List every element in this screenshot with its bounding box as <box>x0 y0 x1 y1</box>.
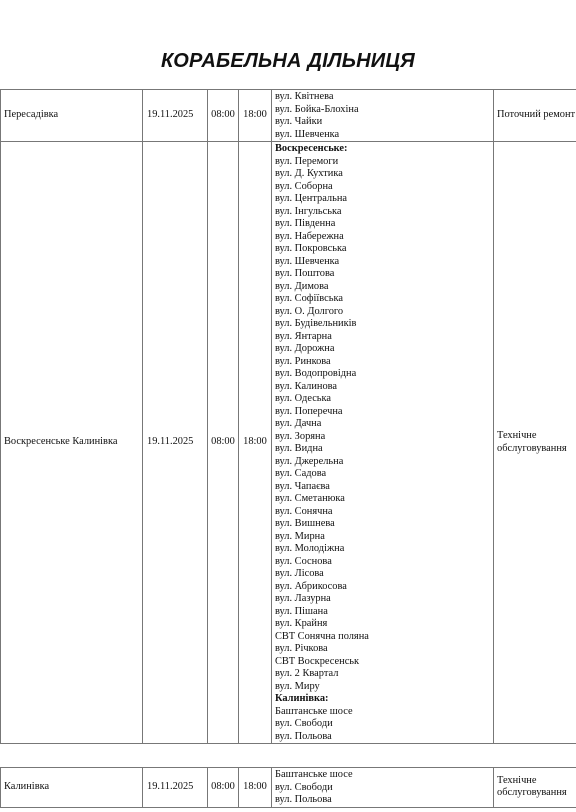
streets-cell <box>272 90 494 142</box>
street-item: вул. Центральна <box>275 193 348 204</box>
street-item: вул. Софіївська <box>275 293 343 304</box>
street-item: вул. Свободи <box>275 718 333 729</box>
street-item: Баштанське шосе <box>275 705 353 717</box>
page-title: КОРАБЕЛЬНА ДІЛЬНИЦЯ <box>161 50 415 72</box>
street-item: вул. Зоряна <box>275 430 326 442</box>
settlement-heading: Калинівка: <box>275 693 329 704</box>
street-item: вул. Мирна <box>275 530 325 542</box>
street-item: вул. Дачна <box>275 418 322 429</box>
table-row <box>1 768 576 808</box>
outage-table-continued <box>0 767 576 808</box>
street-item: вул. Калинова <box>275 380 338 392</box>
street-item: вул. Водопровідна <box>275 368 357 379</box>
start-time-cell: 08:00 <box>208 768 239 808</box>
start-time-cell: 08:00 <box>208 142 239 744</box>
street-item: вул. Янтарна <box>275 330 332 342</box>
date-cell: 19.11.2025 <box>143 90 208 142</box>
settlement-heading: Воскресенське: <box>275 143 348 154</box>
street-item: вул. Квітнева <box>275 91 334 102</box>
street-item: вул. Молодіжна <box>275 543 345 554</box>
street-item: вул. Д. Кухтика <box>275 168 343 179</box>
end-time-cell: 18:00 <box>239 142 272 744</box>
street-item: вул. 2 Квартал <box>275 668 339 679</box>
street-item: СВТ Сонячна поляна <box>275 630 369 642</box>
street-item: вул. Джерельна <box>275 455 344 467</box>
street-item: вул. Вишнева <box>275 518 335 529</box>
street-item: вул. Шевченка <box>275 255 340 267</box>
date-cell: 19.11.2025 <box>143 768 208 808</box>
street-item: вул. Миру <box>275 680 320 692</box>
street-item: вул. Лісова <box>275 568 324 579</box>
street-item: вул. Одеська <box>275 393 332 404</box>
street-item: вул. Чапаєва <box>275 480 330 492</box>
street-item: вул. Абрикосова <box>275 580 347 592</box>
street-item: вул. Інгульська <box>275 205 342 217</box>
street-item: вул. Поштова <box>275 268 335 279</box>
table-row <box>1 142 576 744</box>
streets-cell <box>272 142 494 744</box>
street-item: вул. Соборна <box>275 180 333 192</box>
street-item: вул. Набережна <box>275 230 344 242</box>
street-item: вул. Річкова <box>275 643 328 654</box>
street-item: вул. Південна <box>275 218 336 229</box>
street-item: вул. Чайки <box>275 116 323 127</box>
street-item: вул. Перемоги <box>275 155 339 167</box>
street-item: вул. Польова <box>275 794 332 805</box>
street-item: вул. Поперечна <box>275 405 343 417</box>
street-item: вул. Дорожна <box>275 343 335 354</box>
street-item: вул. Соснова <box>275 555 332 567</box>
end-time-cell: 18:00 <box>239 90 272 142</box>
street-item: вул. Бойка-Блохіна <box>275 103 359 115</box>
street-item: вул. Димова <box>275 280 329 292</box>
location-cell: Воскресенське Калинівка <box>1 142 143 744</box>
street-item: вул. Ринкова <box>275 355 331 367</box>
date-cell: 19.11.2025 <box>143 142 208 744</box>
street-item: вул. Сметанюка <box>275 493 345 504</box>
street-item: вул. Покровська <box>275 243 347 254</box>
outage-table <box>0 89 576 744</box>
street-item: вул. Пішана <box>275 605 328 617</box>
work-type-cell: Поточний ремонт <box>494 90 576 142</box>
street-item: вул. Будівельників <box>275 318 357 329</box>
end-time-cell: 18:00 <box>239 768 272 808</box>
street-item: вул. Лазурна <box>275 593 331 604</box>
street-item: Баштанське шосе <box>275 769 353 780</box>
street-item: вул. Свободи <box>275 781 333 793</box>
table-row <box>1 90 576 142</box>
street-item: вул. Видна <box>275 443 323 454</box>
street-item: вул. Садова <box>275 468 327 479</box>
streets-cell <box>272 768 494 808</box>
street-item: вул. Сонячна <box>275 505 333 517</box>
street-item: СВТ Воскресенськ <box>275 655 360 667</box>
street-item: вул. Крайня <box>275 618 328 629</box>
location-cell: Пересадівка <box>1 90 143 142</box>
street-item: вул. Польова <box>275 730 332 742</box>
start-time-cell: 08:00 <box>208 90 239 142</box>
location-cell: Калинівка <box>1 768 143 808</box>
work-type-cell: Технічне обслуговування <box>494 142 576 744</box>
street-item: вул. Шевченка <box>275 128 340 140</box>
street-item: вул. О. Долгого <box>275 305 344 317</box>
work-type-cell: Технічне обслуговування <box>494 768 576 808</box>
